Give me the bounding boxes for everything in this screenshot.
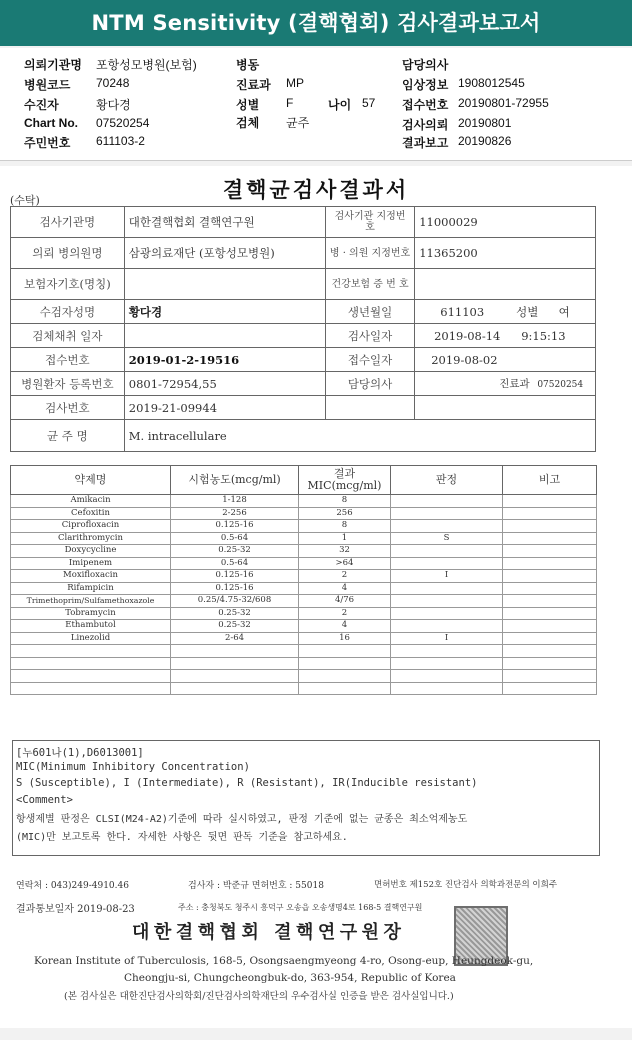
mic-value: 2 (299, 570, 391, 583)
test-conc: 0.125-16 (171, 582, 299, 595)
drug-name: Doxycycline (11, 545, 171, 558)
mic-value: 32 (299, 545, 391, 558)
notes-legend: S (Susceptible), I (Intermediate), R (Resistant), IR(Inducible resistant) (16, 777, 478, 789)
doctor-label: 담당의사 (402, 58, 449, 72)
table-row (11, 632, 597, 645)
interpretation (391, 607, 503, 620)
test-conc: 0.25-32 (171, 545, 299, 558)
table-row (11, 595, 597, 608)
interpretation: I (391, 570, 503, 583)
drug-name: Trimethoprim/Sulfamethoxazole (11, 595, 171, 608)
footer-org-en-2: Cheongju-si, Chungcheongbuk-do, 363-954, Republic of Korea (124, 972, 456, 984)
notes-comment-1: 항생제별 판정은 CLSI(M24-A2)기준에 따라 실시하였고, 판정 기준에 없는 균종은 최소억제농도 (16, 814, 468, 825)
specimen-label: 검체 (236, 116, 260, 130)
mic-value: 256 (299, 507, 391, 520)
recv-date-label: 접수일자 (325, 348, 414, 372)
col-remark-header: 비고 (503, 466, 597, 495)
report-label: 결과보고 (402, 136, 449, 150)
document-title: 결핵균검사결과서 (222, 177, 410, 202)
drug-name: Ethambutol (11, 620, 171, 633)
empty-row (11, 682, 597, 695)
req-name-value: 삼광의료재단 (포항성모병원) (124, 238, 325, 269)
hospital-code-value: 70248 (96, 76, 130, 90)
interpretation: I (391, 632, 503, 645)
table-row (11, 570, 597, 583)
col-conc-header: 시험농도(mcg/ml) (171, 466, 299, 495)
mic-value: 16 (299, 632, 391, 645)
test-conc: 0.5-64 (171, 532, 299, 545)
table-row (11, 557, 597, 570)
notes-code: [누601나(1),D6013001] (16, 747, 144, 759)
sex-value: F (286, 96, 294, 110)
footer-cert: (본 검사실은 대한진단검사의학회/진단검사의학재단의 우수검사실 인증을 받은 검사실입니다.) (64, 991, 454, 1002)
footer-date: 결과통보일자 2019-08-23 (16, 904, 135, 915)
table-row (11, 520, 597, 533)
mic-value: 8 (299, 520, 391, 533)
collect-label: 검체채취 일자 (11, 324, 125, 348)
footer-org-kr: 대한결핵협회 결핵연구원장 (132, 922, 406, 943)
notes-box (12, 740, 600, 856)
interpretation (391, 520, 503, 533)
interpretation (391, 620, 503, 633)
chart-value: 07520254 (96, 116, 150, 130)
test-conc: 0.125-16 (171, 520, 299, 533)
test-time-value: 9:15:13 (521, 328, 566, 343)
table-row (11, 607, 597, 620)
test-conc: 0.25-32 (171, 607, 299, 620)
footer-examiner: 검사자 : 박준규 면허번호 : 55018 (188, 881, 324, 891)
drug-name: Rifampicin (11, 582, 171, 595)
rrn-label: 주민번호 (24, 136, 71, 150)
request-value: 20190801 (458, 116, 512, 130)
strain-value: M. intracellulare (124, 420, 595, 452)
footer-license: 면허번호 제152호 진단검사 의학과전문의 이희주 (374, 880, 558, 890)
drug-name: Cefoxitin (11, 507, 171, 520)
test-date-label: 검사일자 (325, 324, 414, 348)
req-code-label: 병 · 의원 지정번호 (325, 238, 414, 269)
test-conc: 0.25/4.75-32/608 (171, 595, 299, 608)
lab-name-label: 검사기관명 (11, 207, 125, 238)
sex-value: 여 (558, 304, 570, 319)
test-conc: 0.25-32 (171, 620, 299, 633)
test-no-label: 검사번호 (11, 396, 125, 420)
interpretation (391, 557, 503, 570)
test-conc: 0.125-16 (171, 570, 299, 583)
table-row (11, 582, 597, 595)
recv-date-value: 2019-08-02 (415, 348, 596, 372)
lab-name-value: 대한결핵협회 결핵연구원 (124, 207, 325, 238)
insurance-label: 보험자기호(명칭) (11, 269, 125, 300)
footer-org-en-1: Korean Institute of Tuberculosis, 168-5, Osongsaengmyeong 4-ro, Osong-eup, Heungdeok-gu, (34, 955, 534, 967)
mic-value: 4 (299, 620, 391, 633)
specimen-value: 균주 (286, 116, 310, 130)
lab-code-value: 11000029 (415, 207, 596, 238)
scanned-report-sheet (0, 166, 632, 1028)
hospital-code-label: 병원코드 (24, 78, 71, 92)
test-date-value: 2019-08-14 (434, 328, 501, 343)
empty-row (11, 657, 597, 670)
interpretation: S (391, 532, 503, 545)
req-code-value: 11365200 (415, 238, 596, 269)
age-value: 57 (362, 96, 376, 110)
birth-value: 611103 (440, 304, 485, 319)
clinical-value: 1908012545 (458, 76, 525, 90)
susceptibility-table (10, 465, 597, 695)
sex-label: 성별 (236, 98, 260, 112)
institution-value: 포항성모병원(보험) (96, 58, 197, 72)
mic-value: 8 (299, 495, 391, 508)
health-no-label: 건강보험 증 번 호 (325, 269, 414, 300)
doc-dept-label: 진료과 (499, 378, 530, 390)
recv-no-value: 2019-01-2-19516 (124, 348, 325, 372)
footer-contact: 연락처 : 043)249-4910.46 (16, 881, 129, 891)
drug-name: Clarithromycin (11, 532, 171, 545)
dept-value: MP (286, 76, 304, 90)
report-title: NTM Sensitivity (결핵협회) 검사결과보고서 (0, 0, 632, 46)
name-value: 황다경 (124, 300, 325, 324)
interpretation (391, 582, 503, 595)
interpretation (391, 545, 503, 558)
consignment-mark: (수탁) (10, 194, 40, 207)
rrn-value: 611103-2 (96, 134, 145, 148)
dept-label: 진료과 (236, 78, 271, 92)
health-no-value (415, 269, 596, 300)
col-mic-header: 결과 MIC(mcg/ml) (299, 466, 391, 495)
table-row (11, 545, 597, 558)
patient-label: 수진자 (24, 98, 59, 112)
notes-comment-2: (MIC)만 보고토록 한다. 자세한 사항은 뒷면 판독 기준을 참고하세요. (16, 832, 348, 843)
reg-value: 0801-72954,55 (124, 372, 325, 396)
strain-label: 균 주 명 (11, 420, 125, 452)
doc-dept-value: 07520254 (537, 380, 584, 390)
doc-doctor-label: 담당의사 (325, 372, 414, 396)
test-conc: 0.5-64 (171, 557, 299, 570)
mic-value: >64 (299, 557, 391, 570)
sex-label: 성별 (516, 304, 539, 319)
name-label: 수검자성명 (11, 300, 125, 324)
test-conc: 2-256 (171, 507, 299, 520)
receipt-no-value: 20190801-72955 (458, 96, 549, 110)
patient-table (10, 206, 596, 452)
interpretation (391, 495, 503, 508)
request-label: 검사의뢰 (402, 118, 449, 132)
age-label: 나이 (328, 98, 352, 112)
drug-name: Linezolid (11, 632, 171, 645)
drug-name: Ciprofloxacin (11, 520, 171, 533)
col-interp-header: 판정 (391, 466, 503, 495)
mic-value: 2 (299, 607, 391, 620)
notes-comment-label: <Comment> (16, 794, 73, 806)
notes-mic: MIC(Minimum Inhibitory Concentration) (16, 761, 250, 773)
report-value: 20190826 (458, 134, 512, 148)
drug-name: Imipenem (11, 557, 171, 570)
empty-row (11, 645, 597, 658)
drug-name: Moxifloxacin (11, 570, 171, 583)
lab-code-label: 검사기관 지정번호 (325, 207, 414, 238)
collect-value (124, 324, 325, 348)
mic-value: 4/76 (299, 595, 391, 608)
table-row (11, 532, 597, 545)
reg-label: 병원환자 등록번호 (11, 372, 125, 396)
footer-address: 주소 : 충청북도 청주시 흥덕구 오송읍 오송생명4로 168-5 결핵연구원 (178, 903, 423, 912)
clinical-label: 임상정보 (402, 78, 449, 92)
req-name-label: 의뢰 병의원명 (11, 238, 125, 269)
empty-row (11, 670, 597, 683)
mic-value: 4 (299, 582, 391, 595)
test-no-value: 2019-21-09944 (124, 396, 325, 420)
patient-info-panel (0, 48, 632, 161)
interpretation (391, 595, 503, 608)
table-row (11, 495, 597, 508)
recv-no-label: 접수번호 (11, 348, 125, 372)
institution-label: 의뢰기관명 (24, 58, 82, 72)
test-conc: 1-128 (171, 495, 299, 508)
drug-name: Tobramycin (11, 607, 171, 620)
drug-name: Amikacin (11, 495, 171, 508)
col-drug-header: 약제명 (11, 466, 171, 495)
insurance-value (124, 269, 325, 300)
table-row (11, 620, 597, 633)
table-row (11, 507, 597, 520)
chart-label: Chart No. (24, 116, 78, 130)
interpretation (391, 507, 503, 520)
mic-value: 1 (299, 532, 391, 545)
patient-value: 황다경 (96, 98, 131, 112)
receipt-no-label: 접수번호 (402, 98, 449, 112)
ward-label: 병동 (236, 58, 260, 72)
birth-label: 생년월일 (325, 300, 414, 324)
test-conc: 2-64 (171, 632, 299, 645)
